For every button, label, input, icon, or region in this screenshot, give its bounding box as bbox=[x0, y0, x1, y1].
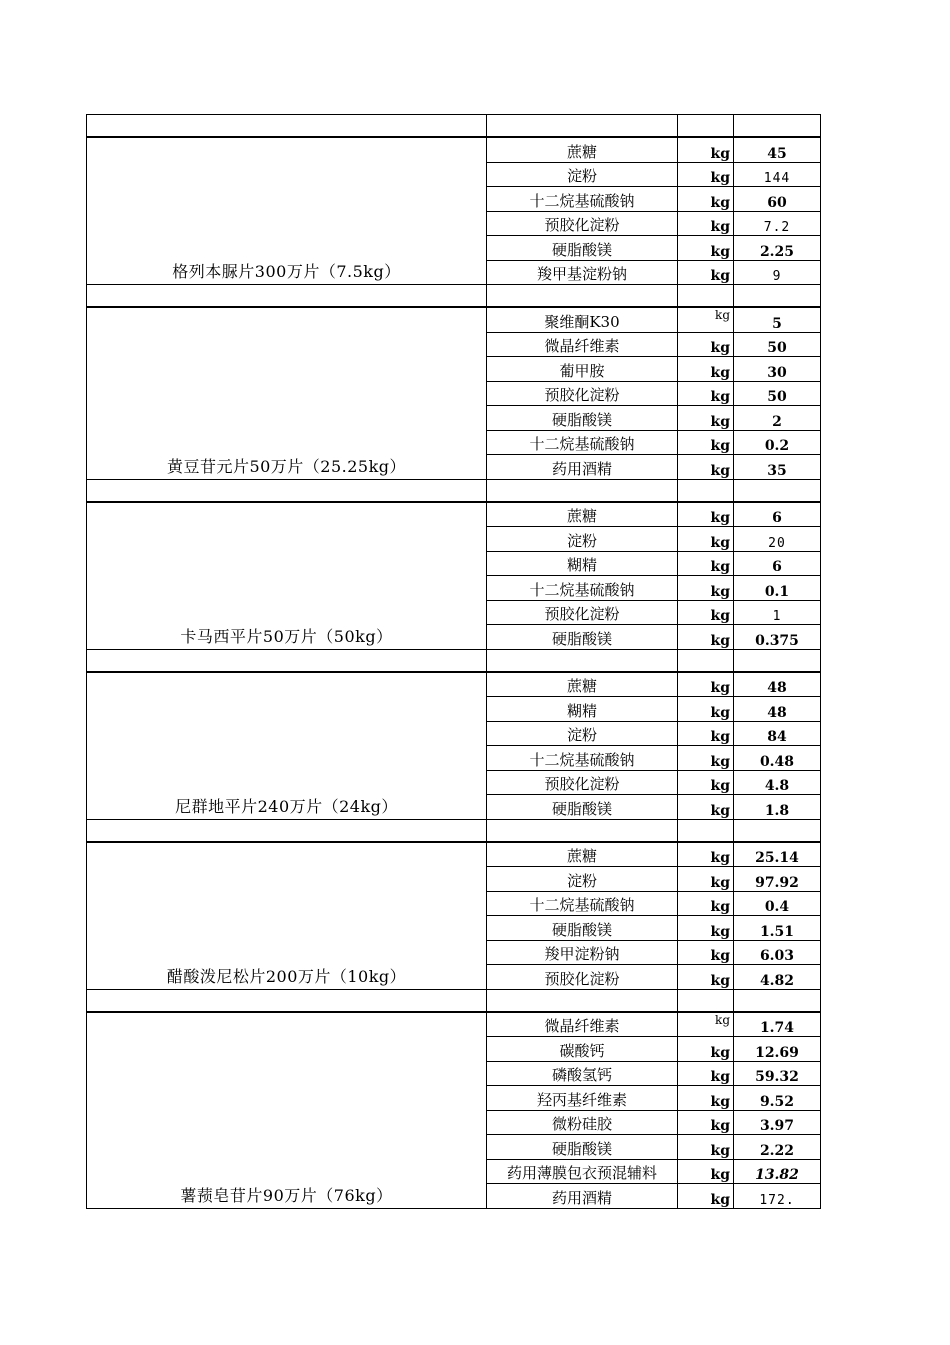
material-row bbox=[87, 307, 821, 332]
material-name-cell: 硬脂酸镁 bbox=[487, 406, 678, 431]
unit-cell: kg bbox=[678, 625, 734, 650]
unit-cell: kg bbox=[678, 1135, 734, 1160]
unit-cell: kg bbox=[678, 455, 734, 480]
material-row bbox=[87, 842, 821, 867]
blank-cell bbox=[87, 989, 487, 1012]
unit-cell: kg bbox=[678, 406, 734, 431]
blank-cell bbox=[87, 479, 487, 502]
unit-cell: kg bbox=[678, 162, 734, 187]
quantity-cell: 144 bbox=[734, 162, 821, 187]
material-name-cell: 蔗糖 bbox=[487, 672, 678, 697]
blank-row bbox=[87, 115, 821, 138]
product-name-cell: 格列本脲片300万片（7.5kg） bbox=[87, 137, 487, 285]
material-name-cell: 硬脂酸镁 bbox=[487, 795, 678, 820]
blank-cell bbox=[487, 649, 678, 672]
unit-cell: kg bbox=[678, 770, 734, 795]
material-name-cell: 碳酸钙 bbox=[487, 1037, 678, 1062]
material-name-cell: 蔗糖 bbox=[487, 842, 678, 867]
material-name-cell: 硬脂酸镁 bbox=[487, 625, 678, 650]
product-name-cell: 薯蓣皂苷片90万片（76kg） bbox=[87, 1012, 487, 1209]
quantity-cell: 172. bbox=[734, 1184, 821, 1209]
quantity-cell: 1.51 bbox=[734, 916, 821, 941]
quantity-cell: 35 bbox=[734, 455, 821, 480]
unit-cell: kg bbox=[678, 867, 734, 892]
material-name-cell: 微晶纤维素 bbox=[487, 1012, 678, 1037]
quantity-cell: 9.52 bbox=[734, 1086, 821, 1111]
material-name-cell: 预胶化淀粉 bbox=[487, 965, 678, 990]
material-name-cell: 糊精 bbox=[487, 697, 678, 722]
quantity-cell: 1.74 bbox=[734, 1012, 821, 1037]
unit-cell: kg bbox=[678, 600, 734, 625]
material-name-cell: 磷酸氢钙 bbox=[487, 1061, 678, 1086]
material-name-cell: 药用薄膜包衣预混辅料 bbox=[487, 1159, 678, 1184]
material-name-cell: 十二烷基硫酸钠 bbox=[487, 187, 678, 212]
quantity-cell: 48 bbox=[734, 697, 821, 722]
materials-table bbox=[86, 114, 821, 1209]
blank-cell bbox=[678, 649, 734, 672]
unit-cell: kg bbox=[678, 381, 734, 406]
unit-cell: kg bbox=[678, 260, 734, 285]
quantity-cell: 6 bbox=[734, 551, 821, 576]
material-name-cell: 淀粉 bbox=[487, 162, 678, 187]
blank-cell bbox=[734, 479, 821, 502]
material-name-cell: 淀粉 bbox=[487, 527, 678, 552]
blank-cell bbox=[678, 819, 734, 842]
blank-cell bbox=[734, 989, 821, 1012]
unit-cell: kg bbox=[678, 137, 734, 162]
blank-cell bbox=[87, 285, 487, 308]
material-name-cell: 微晶纤维素 bbox=[487, 332, 678, 357]
product-name-cell: 黄豆苷元片50万片（25.25kg） bbox=[87, 307, 487, 479]
blank-row bbox=[87, 285, 821, 308]
quantity-cell: 2 bbox=[734, 406, 821, 431]
quantity-cell: 30 bbox=[734, 357, 821, 382]
quantity-cell: 1 bbox=[734, 600, 821, 625]
quantity-cell: 25.14 bbox=[734, 842, 821, 867]
quantity-cell: 20 bbox=[734, 527, 821, 552]
unit-cell: kg bbox=[678, 965, 734, 990]
unit-cell: kg bbox=[678, 211, 734, 236]
quantity-cell: 0.1 bbox=[734, 576, 821, 601]
unit-cell: kg bbox=[678, 721, 734, 746]
quantity-cell: 97.92 bbox=[734, 867, 821, 892]
quantity-cell: 6.03 bbox=[734, 940, 821, 965]
quantity-cell: 2.22 bbox=[734, 1135, 821, 1160]
blank-cell bbox=[87, 819, 487, 842]
unit-cell: kg bbox=[678, 1110, 734, 1135]
unit-cell: kg bbox=[678, 236, 734, 261]
quantity-cell: 12.69 bbox=[734, 1037, 821, 1062]
blank-row bbox=[87, 479, 821, 502]
material-name-cell: 药用酒精 bbox=[487, 455, 678, 480]
blank-row bbox=[87, 989, 821, 1012]
material-name-cell: 预胶化淀粉 bbox=[487, 211, 678, 236]
quantity-cell: 3.97 bbox=[734, 1110, 821, 1135]
unit-cell: kg bbox=[678, 551, 734, 576]
quantity-cell: 0.2 bbox=[734, 430, 821, 455]
quantity-cell: 48 bbox=[734, 672, 821, 697]
quantity-cell: 50 bbox=[734, 381, 821, 406]
blank-row bbox=[87, 649, 821, 672]
quantity-cell: 9 bbox=[734, 260, 821, 285]
blank-cell bbox=[87, 649, 487, 672]
material-name-cell: 预胶化淀粉 bbox=[487, 600, 678, 625]
unit-cell: kg bbox=[678, 527, 734, 552]
quantity-cell: 2.25 bbox=[734, 236, 821, 261]
material-name-cell: 预胶化淀粉 bbox=[487, 770, 678, 795]
quantity-cell: 1.8 bbox=[734, 795, 821, 820]
material-name-cell: 预胶化淀粉 bbox=[487, 381, 678, 406]
quantity-cell: 0.4 bbox=[734, 891, 821, 916]
material-name-cell: 葡甲胺 bbox=[487, 357, 678, 382]
unit-cell: kg bbox=[678, 1086, 734, 1111]
material-name-cell: 羧甲淀粉钠 bbox=[487, 940, 678, 965]
quantity-cell: 84 bbox=[734, 721, 821, 746]
unit-cell: kg bbox=[678, 842, 734, 867]
material-name-cell: 十二烷基硫酸钠 bbox=[487, 746, 678, 771]
blank-cell bbox=[487, 989, 678, 1012]
unit-cell: kg bbox=[678, 795, 734, 820]
unit-cell: kg bbox=[678, 1061, 734, 1086]
unit-cell: kg bbox=[678, 187, 734, 212]
material-name-cell: 聚维酮K30 bbox=[487, 307, 678, 332]
material-row bbox=[87, 1012, 821, 1037]
blank-cell bbox=[487, 285, 678, 308]
quantity-cell: 13.82 bbox=[734, 1159, 821, 1184]
unit-cell: kg bbox=[678, 576, 734, 601]
material-name-cell: 微粉硅胶 bbox=[487, 1110, 678, 1135]
blank-cell bbox=[487, 479, 678, 502]
unit-cell: kg bbox=[678, 940, 734, 965]
blank-cell bbox=[87, 115, 487, 138]
quantity-cell: 45 bbox=[734, 137, 821, 162]
blank-cell bbox=[678, 479, 734, 502]
material-name-cell: 硬脂酸镁 bbox=[487, 236, 678, 261]
material-name-cell: 淀粉 bbox=[487, 721, 678, 746]
unit-cell: kg bbox=[678, 307, 734, 332]
blank-cell bbox=[487, 819, 678, 842]
quantity-cell: 0.375 bbox=[734, 625, 821, 650]
unit-cell: kg bbox=[678, 1037, 734, 1062]
material-name-cell: 药用酒精 bbox=[487, 1184, 678, 1209]
blank-cell bbox=[678, 115, 734, 138]
material-row bbox=[87, 672, 821, 697]
material-name-cell: 蔗糖 bbox=[487, 137, 678, 162]
material-name-cell: 硬脂酸镁 bbox=[487, 1135, 678, 1160]
unit-cell: kg bbox=[678, 1159, 734, 1184]
product-name-cell: 卡马西平片50万片（50kg） bbox=[87, 502, 487, 650]
product-name-cell: 尼群地平片240万片（24kg） bbox=[87, 672, 487, 820]
material-name-cell: 羟丙基纤维素 bbox=[487, 1086, 678, 1111]
unit-cell: kg bbox=[678, 916, 734, 941]
unit-cell: kg bbox=[678, 1184, 734, 1209]
quantity-cell: 50 bbox=[734, 332, 821, 357]
unit-cell: kg bbox=[678, 1012, 734, 1037]
material-name-cell: 蔗糖 bbox=[487, 502, 678, 527]
unit-cell: kg bbox=[678, 430, 734, 455]
quantity-cell: 4.8 bbox=[734, 770, 821, 795]
material-name-cell: 十二烷基硫酸钠 bbox=[487, 430, 678, 455]
unit-cell: kg bbox=[678, 746, 734, 771]
material-name-cell: 羧甲基淀粉钠 bbox=[487, 260, 678, 285]
blank-cell bbox=[678, 285, 734, 308]
material-row bbox=[87, 137, 821, 162]
material-name-cell: 糊精 bbox=[487, 551, 678, 576]
blank-cell bbox=[734, 115, 821, 138]
material-name-cell: 淀粉 bbox=[487, 867, 678, 892]
unit-cell: kg bbox=[678, 891, 734, 916]
blank-cell bbox=[487, 115, 678, 138]
unit-cell: kg bbox=[678, 502, 734, 527]
quantity-cell: 7.2 bbox=[734, 211, 821, 236]
unit-cell: kg bbox=[678, 332, 734, 357]
material-name-cell: 十二烷基硫酸钠 bbox=[487, 891, 678, 916]
quantity-cell: 6 bbox=[734, 502, 821, 527]
quantity-cell: 60 bbox=[734, 187, 821, 212]
blank-cell bbox=[678, 989, 734, 1012]
product-name-cell: 醋酸泼尼松片200万片（10kg） bbox=[87, 842, 487, 990]
quantity-cell: 59.32 bbox=[734, 1061, 821, 1086]
blank-cell bbox=[734, 819, 821, 842]
blank-cell bbox=[734, 649, 821, 672]
unit-cell: kg bbox=[678, 357, 734, 382]
material-row bbox=[87, 502, 821, 527]
quantity-cell: 5 bbox=[734, 307, 821, 332]
material-name-cell: 十二烷基硫酸钠 bbox=[487, 576, 678, 601]
quantity-cell: 4.82 bbox=[734, 965, 821, 990]
blank-row bbox=[87, 819, 821, 842]
materials-table-body bbox=[87, 115, 821, 1209]
blank-cell bbox=[734, 285, 821, 308]
unit-cell: kg bbox=[678, 697, 734, 722]
unit-cell: kg bbox=[678, 672, 734, 697]
quantity-cell: 0.48 bbox=[734, 746, 821, 771]
material-name-cell: 硬脂酸镁 bbox=[487, 916, 678, 941]
